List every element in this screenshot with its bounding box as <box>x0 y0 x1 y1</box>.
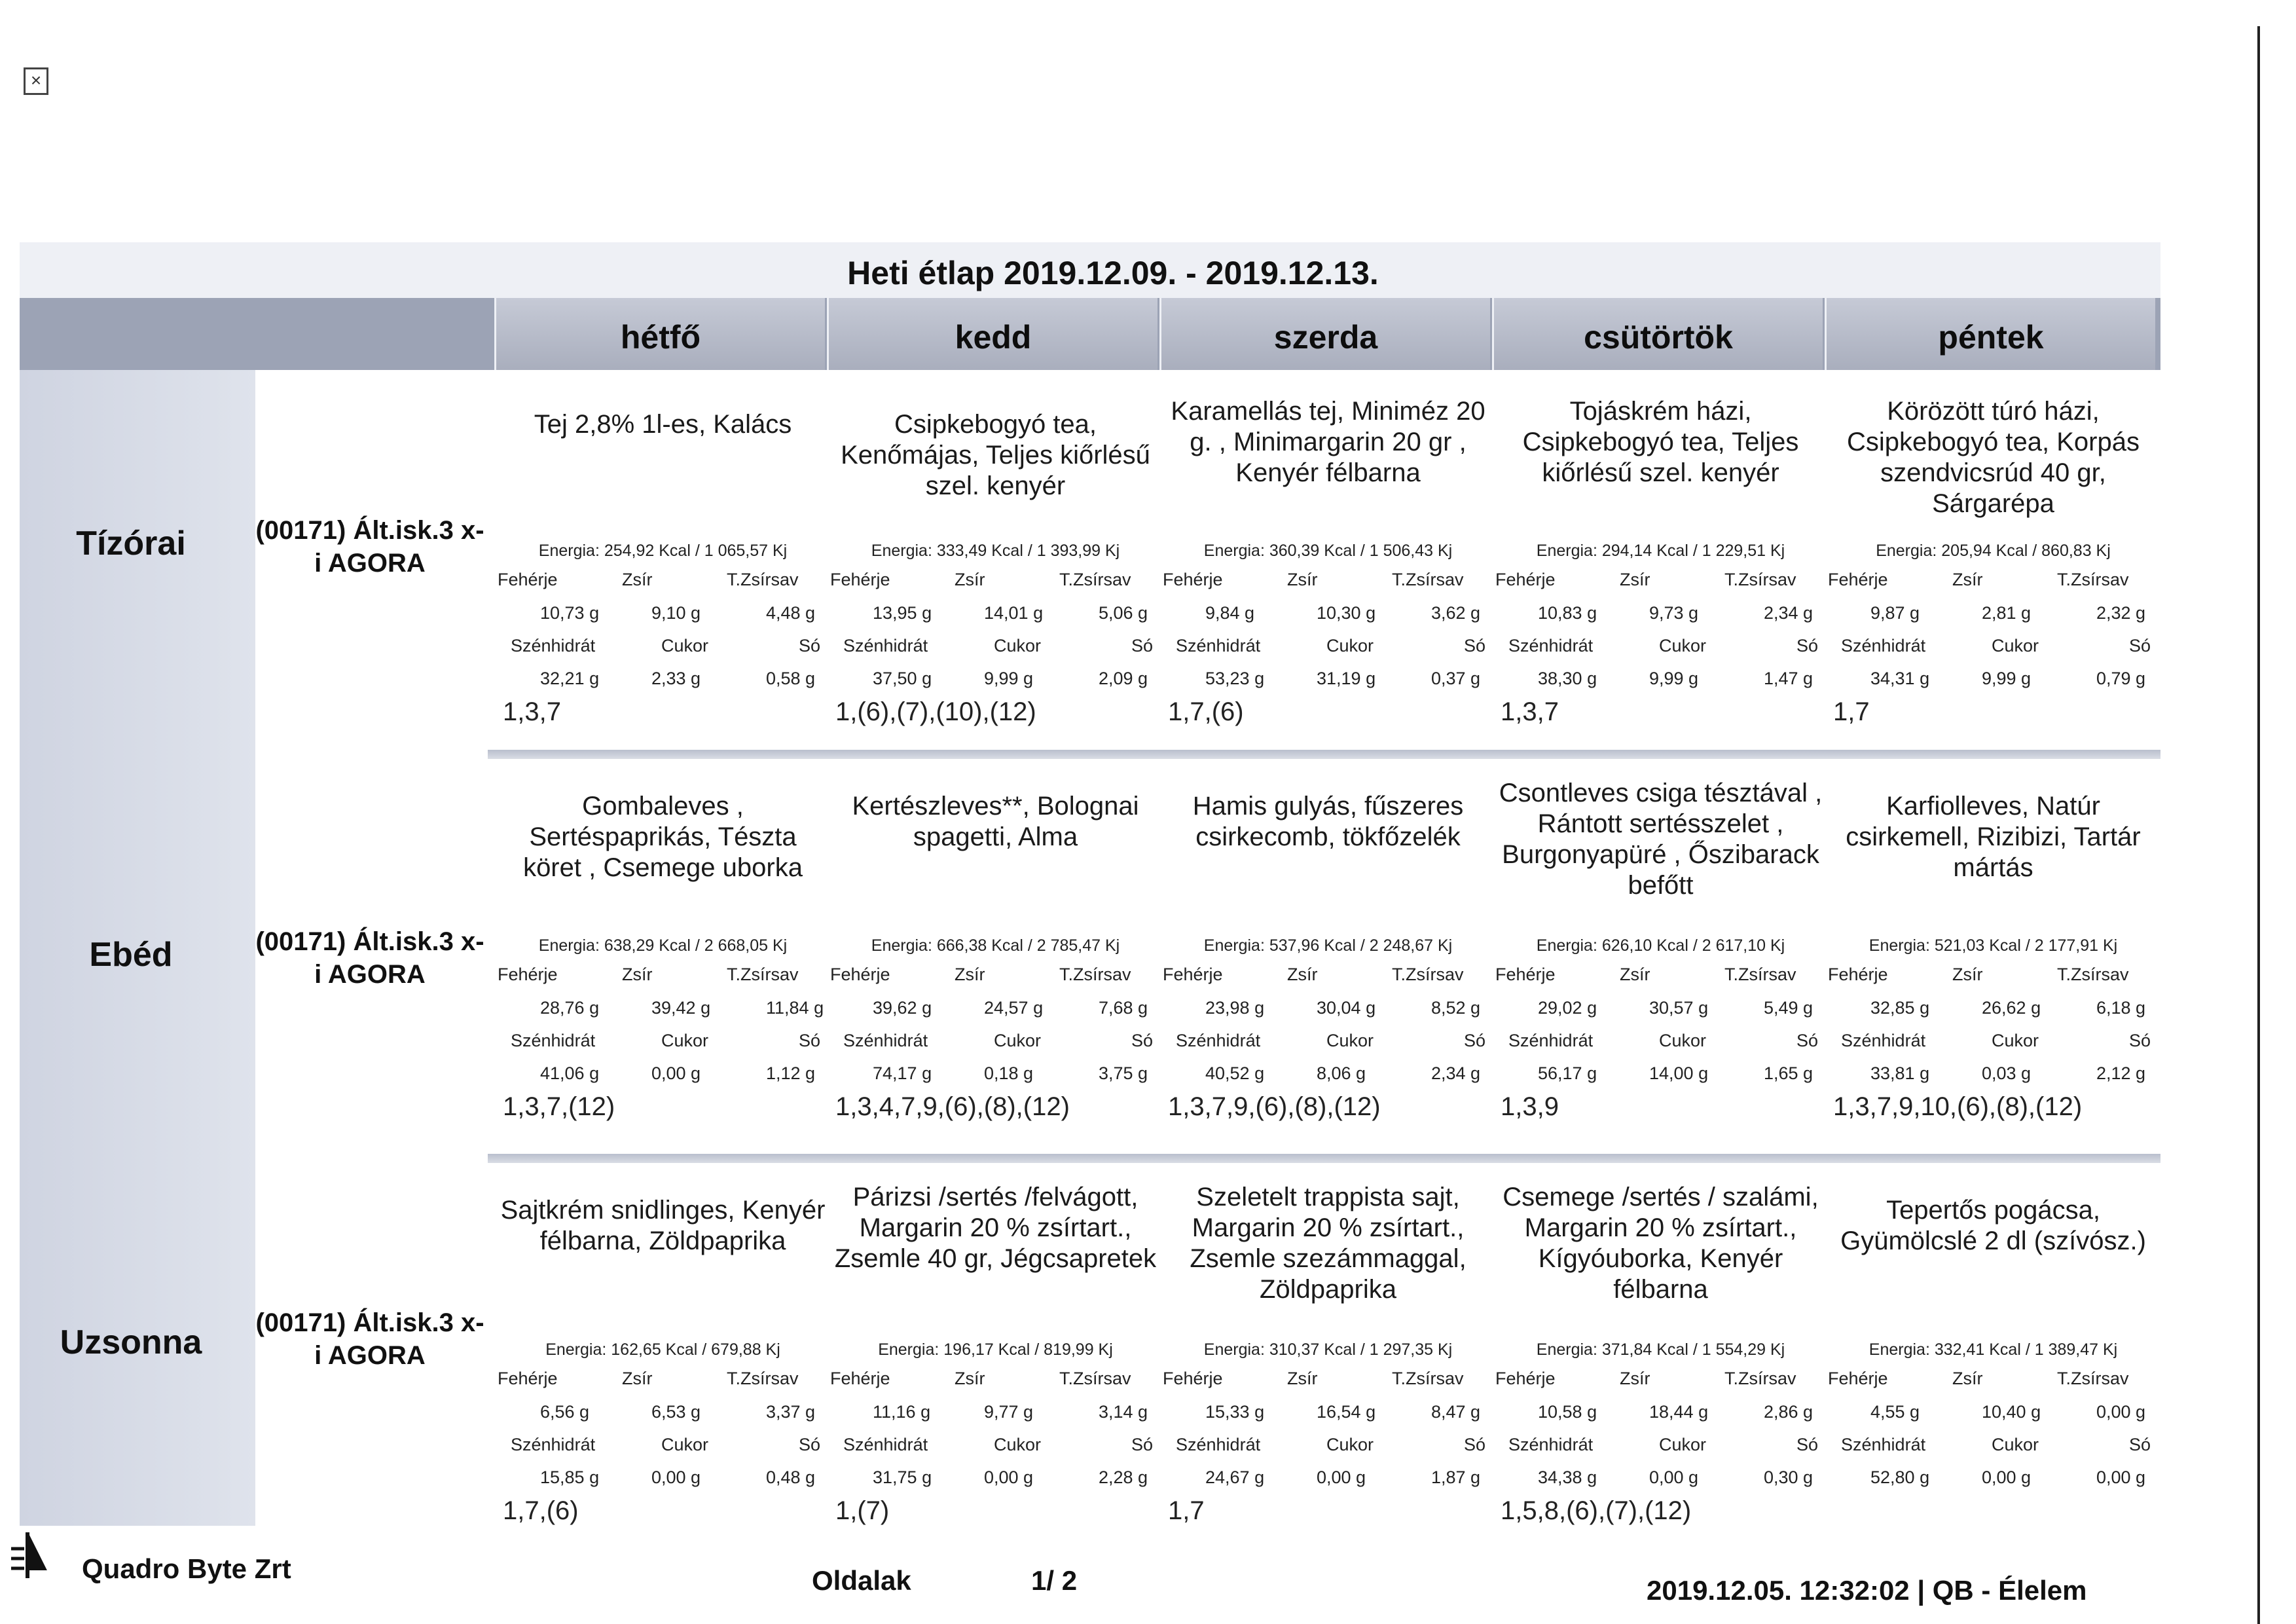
menu-cell <box>1828 1169 2159 1549</box>
label-szenhidrat: Szénhidrát <box>511 1435 596 1454</box>
value-feherje: 13,95 g <box>873 603 932 623</box>
value-zsir: 16,54 g <box>1317 1402 1376 1422</box>
value-zsir: 9,77 g <box>984 1402 1034 1422</box>
value-cukor: 0,03 g <box>1982 1063 2032 1083</box>
label-cukor: Cukor <box>994 636 1042 655</box>
dish-description: Szeletelt trappista sajt, Margarin 20 % zsírtart., Zsemle szezámmaggal, Zöldpaprika <box>1190 1183 1467 1304</box>
dish-description: Csipkebogyó tea, Kenőmájas, Teljes kiőrlésű szel. kenyér <box>841 410 1150 500</box>
label-zsir: Zsír <box>1287 965 1318 984</box>
energy-line: Energia: 537,96 Kcal / 2 248,67 Kj <box>1203 936 1453 955</box>
label-feherje: Fehérje <box>1163 965 1223 984</box>
menu-cell <box>830 765 1161 1145</box>
menu-cell <box>1495 1169 1826 1549</box>
label-cukor: Cukor <box>1326 636 1374 655</box>
dish-description: Karamellás tej, Miniméz 20 g. , Minimargarin 20 gr , Kenyér félbarna <box>1171 397 1485 487</box>
value-so: 1,65 g <box>1764 1063 1813 1083</box>
label-szenhidrat: Szénhidrát <box>843 1435 928 1454</box>
label-cukor: Cukor <box>1992 1435 2039 1454</box>
value-cukor: 0,00 g <box>1649 1467 1699 1487</box>
allergen-codes: 1,3,7,9,10,(6),(8),(12) <box>1833 1092 2083 1121</box>
footer-pages-value: 1/ 2 <box>1031 1565 1078 1596</box>
label-tzsirsav: T.Zsírsav <box>2057 965 2129 984</box>
value-feherje: 9,84 g <box>1205 603 1255 623</box>
value-feherje: 10,73 g <box>540 603 600 623</box>
menu-cell <box>1495 370 1826 750</box>
value-szenhidrat: 38,30 g <box>1538 669 1597 688</box>
value-so: 0,00 g <box>2096 1467 2146 1487</box>
footer-pages-label: Oldalak <box>812 1565 911 1596</box>
value-tzsirsav: 8,52 g <box>1431 998 1481 1018</box>
label-cukor: Cukor <box>994 1435 1042 1454</box>
value-so: 1,12 g <box>766 1063 816 1083</box>
energy-line: Energia: 626,10 Kcal / 2 617,10 Kj <box>1536 936 1785 955</box>
label-zsir: Zsír <box>1287 1369 1318 1388</box>
dish-description: Sajtkrém snidlinges, Kenyér félbarna, Zöldpaprika <box>500 1196 826 1255</box>
energy-line: Energia: 638,29 Kcal / 2 668,05 Kj <box>538 936 788 955</box>
label-szenhidrat: Szénhidrát <box>1508 1031 1594 1050</box>
menu-cell <box>1163 370 1493 750</box>
dish-description: Párizsi /sertés /felvágott, Margarin 20 % zsírtart., Zsemle 40 gr, Jégcsapretek <box>834 1183 1157 1273</box>
value-zsir: 9,10 g <box>651 603 701 623</box>
dish-description: Tojáskrém házi, Csipkebogyó tea, Teljes kiőrlésű szel. kenyér <box>1522 397 1799 487</box>
menu-cell <box>1828 765 2159 1145</box>
value-so: 1,87 g <box>1431 1467 1481 1487</box>
label-zsir: Zsír <box>1287 570 1318 589</box>
value-tzsirsav: 6,18 g <box>2096 998 2146 1018</box>
value-zsir: 24,57 g <box>984 998 1044 1018</box>
value-tzsirsav: 8,47 g <box>1431 1402 1481 1422</box>
label-tzsirsav: T.Zsírsav <box>727 1369 799 1388</box>
label-cukor: Cukor <box>1992 636 2039 655</box>
label-feherje: Fehérje <box>830 1369 890 1388</box>
label-feherje: Fehérje <box>1495 1369 1556 1388</box>
value-feherje: 6,56 g <box>540 1402 590 1422</box>
value-tzsirsav: 3,62 g <box>1431 603 1481 623</box>
value-szenhidrat: 15,85 g <box>540 1467 600 1487</box>
energy-line: Energia: 333,49 Kcal / 1 393,99 Kj <box>871 542 1120 560</box>
school-name: (00171) Ált.isk.3 x-i AGORA <box>255 516 484 578</box>
label-tzsirsav: T.Zsírsav <box>1059 965 1131 984</box>
value-so: 1,47 g <box>1764 669 1813 688</box>
menu-cell <box>498 765 828 1145</box>
dish-description: Körözött túró házi, Csipkebogyó tea, Korpás szendvicsrúd 40 gr, Sárgarépa <box>1847 397 2140 518</box>
value-tzsirsav: 3,37 g <box>766 1402 816 1422</box>
label-so: Só <box>2129 1435 2151 1454</box>
value-feherje: 10,83 g <box>1538 603 1597 623</box>
label-so: Só <box>1131 1435 1154 1454</box>
value-szenhidrat: 37,50 g <box>873 669 932 688</box>
value-cukor: 9,99 g <box>984 669 1034 688</box>
label-feherje: Fehérje <box>1828 965 1888 984</box>
label-cukor: Cukor <box>1992 1031 2039 1050</box>
value-zsir: 10,40 g <box>1982 1402 2041 1422</box>
label-cukor: Cukor <box>661 636 709 655</box>
value-szenhidrat: 40,52 g <box>1205 1063 1265 1083</box>
footer-timestamp: 2019.12.05. 12:32:02 | QB - Élelem <box>1647 1575 2087 1606</box>
value-cukor: 8,06 g <box>1317 1063 1366 1083</box>
label-tzsirsav: T.Zsírsav <box>727 570 799 589</box>
menu-cell <box>830 1169 1161 1549</box>
energy-line: Energia: 205,94 Kcal / 860,83 Kj <box>1876 542 2111 560</box>
value-feherje: 39,62 g <box>873 998 932 1018</box>
value-szenhidrat: 34,38 g <box>1538 1467 1597 1487</box>
allergen-codes: 1,3,7,9,(6),(8),(12) <box>1168 1092 1381 1121</box>
label-tzsirsav: T.Zsírsav <box>1059 570 1131 589</box>
day-header-2: kedd <box>827 298 1157 370</box>
value-so: 0,37 g <box>1431 669 1481 688</box>
value-feherje: 23,98 g <box>1205 998 1265 1018</box>
label-tzsirsav: T.Zsírsav <box>2057 1369 2129 1388</box>
day-header-5: péntek <box>1825 298 2155 370</box>
footer-company: Quadro Byte Zrt <box>82 1553 291 1584</box>
label-feherje: Fehérje <box>498 965 558 984</box>
label-feherje: Fehérje <box>1495 570 1556 589</box>
label-feherje: Fehérje <box>1495 965 1556 984</box>
value-zsir: 26,62 g <box>1982 998 2041 1018</box>
value-cukor: 0,00 g <box>1317 1467 1366 1487</box>
menu-cell <box>1828 370 2159 750</box>
allergen-codes: 1,(6),(7),(10),(12) <box>835 697 1036 726</box>
value-tzsirsav: 3,14 g <box>1099 1402 1148 1422</box>
value-cukor: 9,99 g <box>1982 669 2032 688</box>
value-szenhidrat: 53,23 g <box>1205 669 1265 688</box>
allergen-codes: 1,3,7 <box>503 697 561 726</box>
label-feherje: Fehérje <box>830 965 890 984</box>
meal-name: Uzsonna <box>60 1323 202 1361</box>
value-cukor: 0,00 g <box>984 1467 1034 1487</box>
label-cukor: Cukor <box>994 1031 1042 1050</box>
energy-line: Energia: 332,41 Kcal / 1 389,47 Kj <box>1868 1340 2118 1359</box>
label-so: Só <box>799 1435 821 1454</box>
label-so: Só <box>799 636 821 655</box>
value-szenhidrat: 56,17 g <box>1538 1063 1597 1083</box>
value-szenhidrat: 41,06 g <box>540 1063 600 1083</box>
label-zsir: Zsír <box>1952 570 1983 589</box>
label-cukor: Cukor <box>661 1031 709 1050</box>
allergen-codes: 1,3,7,(12) <box>503 1092 615 1121</box>
meal-name: Tízórai <box>76 525 186 563</box>
value-zsir: 39,42 g <box>651 998 711 1018</box>
dish-description: Csemege /sertés / szalámi, Margarin 20 % zsírtart., Kígyóuborka, Kenyér félbarna <box>1503 1183 1819 1304</box>
day-header-3: szerda <box>1159 298 1490 370</box>
label-tzsirsav: T.Zsírsav <box>2057 570 2129 589</box>
label-tzsirsav: T.Zsírsav <box>727 965 799 984</box>
value-feherje: 28,76 g <box>540 998 600 1018</box>
value-tzsirsav: 2,34 g <box>1764 603 1813 623</box>
label-so: Só <box>799 1031 821 1050</box>
label-so: Só <box>1796 1031 1819 1050</box>
value-zsir: 14,01 g <box>984 603 1044 623</box>
label-tzsirsav: T.Zsírsav <box>1724 965 1796 984</box>
dish-description: Karfiolleves, Natúr csirkemell, Rizibizi, Tartár mártás <box>1846 792 2141 882</box>
label-szenhidrat: Szénhidrát <box>843 1031 928 1050</box>
menu-cell <box>1163 1169 1493 1549</box>
value-szenhidrat: 34,31 g <box>1870 669 1930 688</box>
label-szenhidrat: Szénhidrát <box>1508 1435 1594 1454</box>
value-cukor: 0,00 g <box>651 1063 701 1083</box>
label-szenhidrat: Szénhidrát <box>1176 1435 1261 1454</box>
label-so: Só <box>1796 636 1819 655</box>
dish-description: Kertészleves**, Bolognai spagetti, Alma <box>852 792 1139 851</box>
row-separator <box>488 1154 2160 1163</box>
dish-description: Gombaleves , Sertéspaprikás, Tészta köret , Csemege uborka <box>523 792 803 882</box>
value-zsir: 30,04 g <box>1317 998 1376 1018</box>
value-tzsirsav: 5,49 g <box>1764 998 1813 1018</box>
label-tzsirsav: T.Zsírsav <box>1392 965 1464 984</box>
allergen-codes: 1,7,(6) <box>1168 697 1244 726</box>
dish-description: Hamis gulyás, fűszeres csirkecomb, tökfőzelék <box>1192 792 1464 851</box>
value-cukor: 0,00 g <box>1982 1467 2032 1487</box>
value-tzsirsav: 11,84 g <box>766 998 824 1018</box>
label-cukor: Cukor <box>1326 1435 1374 1454</box>
value-so: 0,58 g <box>766 669 816 688</box>
label-szenhidrat: Szénhidrát <box>511 1031 596 1050</box>
row-separator <box>488 750 2160 759</box>
value-szenhidrat: 52,80 g <box>1870 1467 1930 1487</box>
value-so: 3,75 g <box>1099 1063 1148 1083</box>
value-cukor: 9,99 g <box>1649 669 1699 688</box>
value-feherje: 9,87 g <box>1870 603 1920 623</box>
school-name: (00171) Ált.isk.3 x-i AGORA <box>255 1308 484 1370</box>
energy-line: Energia: 521,03 Kcal / 2 177,91 Kj <box>1868 936 2118 955</box>
label-feherje: Fehérje <box>498 570 558 589</box>
value-zsir: 6,53 g <box>651 1402 701 1422</box>
energy-line: Energia: 294,14 Kcal / 1 229,51 Kj <box>1536 542 1785 560</box>
label-szenhidrat: Szénhidrát <box>1176 636 1261 655</box>
label-szenhidrat: Szénhidrát <box>1176 1031 1261 1050</box>
allergen-codes: 1,7 <box>1168 1496 1205 1525</box>
label-feherje: Fehérje <box>1163 1369 1223 1388</box>
dish-description: Tej 2,8% 1l-es, Kalács <box>534 410 792 439</box>
value-szenhidrat: 33,81 g <box>1870 1063 1930 1083</box>
value-feherje: 29,02 g <box>1538 998 1597 1018</box>
label-tzsirsav: T.Zsírsav <box>1392 570 1464 589</box>
allergen-codes: 1,(7) <box>835 1496 890 1525</box>
label-so: Só <box>1464 1031 1486 1050</box>
value-tzsirsav: 0,00 g <box>2096 1402 2146 1422</box>
label-so: Só <box>1131 636 1154 655</box>
label-so: Só <box>2129 1031 2151 1050</box>
value-cukor: 0,18 g <box>984 1063 1034 1083</box>
value-so: 0,48 g <box>766 1467 816 1487</box>
meal-name: Ebéd <box>89 936 173 974</box>
label-so: Só <box>2129 636 2151 655</box>
energy-line: Energia: 666,38 Kcal / 2 785,47 Kj <box>871 936 1120 955</box>
label-zsir: Zsír <box>1952 1369 1983 1388</box>
dish-description: Tepertős pogácsa, Gyümölcslé 2 dl (szívósz.) <box>1840 1196 2146 1255</box>
label-zsir: Zsír <box>622 1369 653 1388</box>
menu-cell <box>1495 765 1826 1145</box>
allergen-codes: 1,3,9 <box>1501 1092 1559 1121</box>
value-szenhidrat: 32,21 g <box>540 669 600 688</box>
value-cukor: 0,00 g <box>651 1467 701 1487</box>
label-cukor: Cukor <box>1659 1031 1707 1050</box>
value-zsir: 9,73 g <box>1649 603 1699 623</box>
value-zsir: 30,57 g <box>1649 998 1709 1018</box>
energy-line: Energia: 310,37 Kcal / 1 297,35 Kj <box>1203 1340 1453 1359</box>
value-so: 0,30 g <box>1764 1467 1813 1487</box>
label-szenhidrat: Szénhidrát <box>1841 1031 1926 1050</box>
label-feherje: Fehérje <box>830 570 890 589</box>
label-cukor: Cukor <box>1326 1031 1374 1050</box>
value-tzsirsav: 4,48 g <box>766 603 816 623</box>
label-so: Só <box>1796 1435 1819 1454</box>
energy-line: Energia: 254,92 Kcal / 1 065,57 Kj <box>538 542 788 560</box>
page-title: Heti étlap 2019.12.09. - 2019.12.13. <box>847 255 1379 291</box>
day-header-1: hétfő <box>494 298 825 370</box>
value-so: 2,12 g <box>2096 1063 2146 1083</box>
value-szenhidrat: 31,75 g <box>873 1467 932 1487</box>
menu-cell <box>498 370 828 750</box>
value-feherje: 32,85 g <box>1870 998 1930 1018</box>
value-feherje: 4,55 g <box>1870 1402 1920 1422</box>
menu-cell <box>830 370 1161 750</box>
page-edge-line <box>2257 26 2260 1624</box>
value-cukor: 14,00 g <box>1649 1063 1709 1083</box>
value-zsir: 18,44 g <box>1649 1402 1709 1422</box>
value-szenhidrat: 74,17 g <box>873 1063 932 1083</box>
label-zsir: Zsír <box>955 965 985 984</box>
energy-line: Energia: 162,65 Kcal / 679,88 Kj <box>545 1340 780 1359</box>
label-zsir: Zsír <box>1620 570 1650 589</box>
value-feherje: 11,16 g <box>873 1402 931 1422</box>
value-szenhidrat: 24,67 g <box>1205 1467 1265 1487</box>
label-zsir: Zsír <box>622 965 653 984</box>
label-tzsirsav: T.Zsírsav <box>1059 1369 1131 1388</box>
value-so: 2,28 g <box>1099 1467 1148 1487</box>
label-zsir: Zsír <box>955 1369 985 1388</box>
label-so: Só <box>1464 1435 1486 1454</box>
label-feherje: Fehérje <box>498 1369 558 1388</box>
label-zsir: Zsír <box>955 570 985 589</box>
label-szenhidrat: Szénhidrát <box>511 636 596 655</box>
allergen-codes: 1,5,8,(6),(7),(12) <box>1501 1496 1692 1525</box>
value-so: 0,79 g <box>2096 669 2146 688</box>
value-tzsirsav: 7,68 g <box>1099 998 1148 1018</box>
label-so: Só <box>1464 636 1486 655</box>
label-zsir: Zsír <box>1620 1369 1650 1388</box>
label-feherje: Fehérje <box>1828 1369 1888 1388</box>
label-zsir: Zsír <box>1952 965 1983 984</box>
day-header-4: csütörtök <box>1492 298 1823 370</box>
label-feherje: Fehérje <box>1163 570 1223 589</box>
label-so: Só <box>1131 1031 1154 1050</box>
value-zsir: 10,30 g <box>1317 603 1376 623</box>
label-feherje: Fehérje <box>1828 570 1888 589</box>
menu-cell <box>1163 765 1493 1145</box>
label-cukor: Cukor <box>661 1435 709 1454</box>
value-so: 2,09 g <box>1099 669 1148 688</box>
value-tzsirsav: 2,86 g <box>1764 1402 1813 1422</box>
label-tzsirsav: T.Zsírsav <box>1724 570 1796 589</box>
label-szenhidrat: Szénhidrát <box>1841 1435 1926 1454</box>
allergen-codes: 1,7,(6) <box>503 1496 579 1525</box>
value-feherje: 15,33 g <box>1205 1402 1265 1422</box>
energy-line: Energia: 371,84 Kcal / 1 554,29 Kj <box>1536 1340 1785 1359</box>
school-name: (00171) Ált.isk.3 x-i AGORA <box>255 927 484 989</box>
quadro-byte-logo-icon <box>8 1529 47 1581</box>
label-szenhidrat: Szénhidrát <box>843 636 928 655</box>
allergen-codes: 1,3,4,7,9,(6),(8),(12) <box>835 1092 1070 1121</box>
label-cukor: Cukor <box>1659 1435 1707 1454</box>
value-so: 2,34 g <box>1431 1063 1481 1083</box>
label-zsir: Zsír <box>622 570 653 589</box>
label-cukor: Cukor <box>1659 636 1707 655</box>
value-tzsirsav: 2,32 g <box>2096 603 2146 623</box>
value-cukor: 31,19 g <box>1317 669 1376 688</box>
dish-description: Csontleves csiga tésztával , Rántott sertésszelet , Burgonyapüré , Őszibarack befőtt <box>1499 779 1823 900</box>
label-zsir: Zsír <box>1620 965 1650 984</box>
close-icon[interactable]: × <box>24 67 48 95</box>
value-zsir: 2,81 g <box>1982 603 2032 623</box>
energy-line: Energia: 196,17 Kcal / 819,99 Kj <box>878 1340 1113 1359</box>
label-szenhidrat: Szénhidrát <box>1508 636 1594 655</box>
allergen-codes: 1,7 <box>1833 697 1870 726</box>
value-tzsirsav: 5,06 g <box>1099 603 1148 623</box>
label-tzsirsav: T.Zsírsav <box>1392 1369 1464 1388</box>
menu-cell <box>498 1169 828 1549</box>
label-szenhidrat: Szénhidrát <box>1841 636 1926 655</box>
allergen-codes: 1,3,7 <box>1501 697 1559 726</box>
label-tzsirsav: T.Zsírsav <box>1724 1369 1796 1388</box>
value-cukor: 2,33 g <box>651 669 701 688</box>
energy-line: Energia: 360,39 Kcal / 1 506,43 Kj <box>1203 542 1453 560</box>
value-feherje: 10,58 g <box>1538 1402 1597 1422</box>
